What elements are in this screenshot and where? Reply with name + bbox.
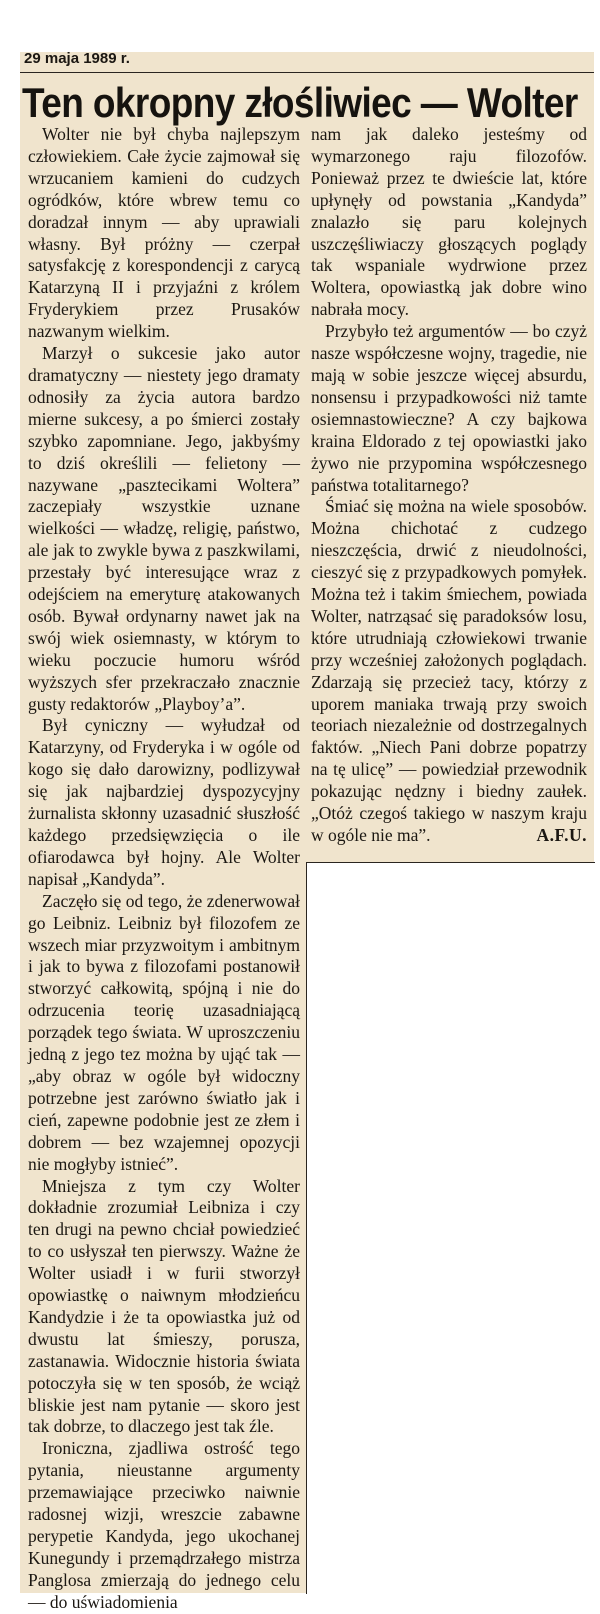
paragraph: Przybyło też argumentów — bo czyż nasze współczesne wojny, tragedie, nie mają w sobie jeszcze więcej absurdu, nonsensu i przypadkowości niż tamte osiemnastowieczne? A czy bajkowa kraina Eldorado z tej opowiastki jako żywo nie przypomina współczesnego państwa totalitarnego? — [311, 321, 587, 495]
paragraph: Ironiczna, zjadliwa ostrość tego pytania, nieustanne argumenty przemawiające przeciwko naiwnie radosnej wizji, wreszcie zabawne perypetie Kandyda, jego ukochanej Kunegundy i przemądrzałego mistrza Panglosa zmierzają do jednego celu — do uświadomienia — [28, 1438, 300, 1612]
article-column-right — [311, 124, 587, 847]
author-signature: A.F.U. — [536, 825, 587, 845]
paragraph: nam jak daleko jesteśmy od wymarzonego raju filozofów. Ponieważ przez te dwieście lat, które upłynęły od powstania „Kandyda” znalazło się paru kolejnych uszczęśliwiaczy głoszących poglądy tak wspaniale wydrwione przez Woltera, opowiastką jak dobre wino nabrała mocy. — [311, 124, 587, 320]
paragraph-text: Śmiać się można na wiele sposobów. Można chichotać z cudzego nieszczęścia, drwić z nieudolności, cieszyć się z przypadkowych pomyłek. Można też i takim śmiechem, powiada Wolter, natrząsać się paradoksów losu, które utrudniają człowiekowi trwanie przy wcześniej założonych poglądach. Zdarzają się przecież tacy, którzy z uporem maniaka trwają przy swoich teoriach niezależnie od dostrzegalnych faktów. „Niech Pani dobrze popatrzy na tę ulicę” — powiedział przewodnik pokazując nędzny i biedny zaułek. „Otóż czegoś takiego w naszym kraju w ogóle nie ma”. — [311, 496, 587, 845]
paragraph: Zaczęło się od tego, że zdenerwował go Leibniz. Leibniz był filozofem ze wszech miar przyzwoitym i ambitnym i jak to bywa z filozofami postanowił stworzyć całkowitą, spójną i nie do odrzucenia teorię uzasadniającą porządek tego świata. W uproszczeniu jedną z jego tez można by ująć tak — „aby obraz w ogóle był widoczny potrzebne jest zarówno światło jak i cień, zapewne podobnie jest ze złem i dobrem — bez wzajemnej opozycji nie mogłyby istnieć”. — [28, 890, 300, 1174]
publication-date: 29 maja 1989 r. — [24, 50, 130, 67]
paragraph: Mniejsza z tym czy Wolter dokładnie zrozumiał Leibniza i czy ten drugi na pewno chciał powiedzieć to co usłyszał ten pierwszy. Ważne że Wolter usiadł i w furii stworzył opowiastkę o naiwnym młodzieńcu Kandydzie i że ta opowiastka już od dwustu lat śmieszy, porusza, zastanawia. Widocznie historia świata potoczyła się w ten sposób, że wciąż bliskie jest nam pytanie — skoro jest tak dobrze, to dlaczego jest tak źle. — [28, 1175, 300, 1437]
article-headline: Ten okropny złośliwiec — Wolter — [22, 80, 578, 127]
paragraph-last — [311, 496, 587, 847]
paragraph: Marzył o sukcesie jako autor dramatyczny — niestety jego dramaty odnosiły za życia autora bardzo mierne sukcesy, a po śmierci zostały szybko zapomniane. Jego, jakbyśmy to dziś określili — felietony — nazywane „pasztecikami Woltera” zaczepiały wszystkie uznane wielkości — władzę, religię, państwo, ale jak to zwykle bywa z paszkwilami, przestały być interesujące wraz z odejściem na emeryturę atakowanych osób. Bywał ordynarny nawet jak na swój wiek osiemnasty, w którym to wieku poczucie humoru wśród wyższych sfer przekraczało znacznie gusty redaktorów „Playboy’a”. — [28, 343, 300, 714]
header-rule — [20, 72, 594, 73]
paragraph: Wolter nie był chyba najlepszym człowiekiem. Całe życie zajmował się wrzucaniem kamieni do cudzych ogródków, które wbrew temu co doradzał innym — aby uprawiali własny. Był próżny — czerpał satysfakcję z korespondencji z carycą Katarzyną II i przyjaźni z królem Fryderykiem przez Prusaków nazwanym wielkim. — [28, 124, 300, 342]
adjacent-blank-box — [306, 862, 595, 1594]
paragraph: Był cyniczny — wyłudzał od Katarzyny, od Fryderyka i w ogóle od kogo się dało darowizny, podlizywał się jak najbardziej dyspozycyjny żurnalista skłonny uzasadnić słuszłość każdego przedsięwzięcia o ile ofiarodawca był hojny. Ale Wolter napisał „Kandyda”. — [28, 715, 300, 889]
article-column-left — [28, 124, 300, 1614]
